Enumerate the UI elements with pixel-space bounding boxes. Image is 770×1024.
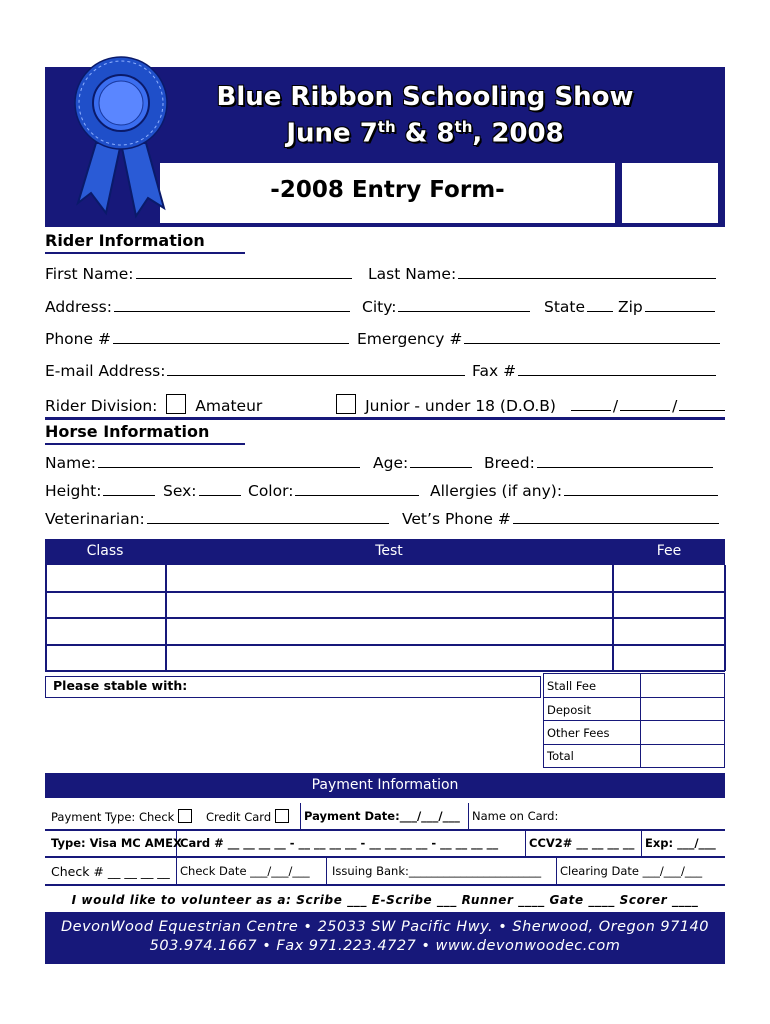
col-class-header: Class [86, 543, 124, 559]
horse-breed-field[interactable] [484, 453, 715, 472]
emergency-field[interactable] [357, 329, 722, 348]
vet-phone-field[interactable] [402, 509, 721, 528]
issuing-bank-field[interactable]: Issuing Bank:_______________________ [332, 864, 542, 878]
address-label: Address: [45, 298, 112, 316]
section-divider [45, 417, 725, 420]
veterinarian-label: Veterinarian: [45, 510, 145, 528]
rider-section-title: Rider Information [45, 231, 245, 254]
date-part: , 2008 [472, 118, 564, 149]
deposit-label: Deposit [547, 703, 591, 717]
horse-name-field[interactable] [45, 453, 362, 472]
stable-with-label: Please stable with: [53, 678, 188, 693]
rider-division-label: Rider Division: [45, 397, 158, 415]
junior-label: Junior - under 18 (D.O.B) [365, 397, 556, 415]
check-checkbox[interactable] [178, 809, 192, 823]
amateur-label: Amateur [195, 397, 263, 415]
payment-type-row [51, 809, 293, 824]
credit-card-label: Credit Card [205, 810, 272, 824]
horse-height-label: Height: [45, 482, 102, 500]
footer-address: DevonWood Equestrian Centre • 25033 SW Pacific Hwy. • Sherwood, Oregon 97140 [60, 919, 709, 935]
phone-label: Phone # [45, 330, 111, 348]
horse-age-label: Age: [373, 454, 409, 472]
volunteer-line: I would like to volunteer as a: Scribe ___ E-Scribe ___ Runner ____ Gate ____ Scorer ____ [71, 893, 699, 907]
date-part: June 7 [286, 118, 378, 149]
city-field[interactable] [362, 297, 532, 316]
entry-form-title: -2008 Entry Form- [270, 177, 505, 203]
zip-label: Zip [618, 298, 643, 316]
state-label: State [544, 298, 586, 316]
ccv-field[interactable]: CCV2# __ __ __ __ [529, 836, 635, 850]
junior-checkbox[interactable] [336, 394, 356, 414]
stall-fee-label: Stall Fee [547, 679, 597, 693]
check-date-field[interactable]: Check Date ___/___/___ [180, 864, 310, 878]
date-sup: th [454, 118, 473, 136]
state-field[interactable] [544, 297, 615, 316]
show-dates [160, 118, 690, 149]
amateur-checkbox[interactable] [166, 394, 186, 414]
card-number-field[interactable]: Card # __ __ __ __ - __ __ __ __ - __ __ __ __ - __ __ __ __ [180, 836, 499, 850]
phone-field[interactable] [45, 329, 351, 348]
city-label: City: [362, 298, 397, 316]
payment-header-label: Payment Information [311, 777, 459, 793]
last-name-label: Last Name: [368, 265, 457, 283]
emergency-label: Emergency # [357, 330, 463, 348]
zip-field[interactable] [618, 297, 717, 316]
horse-name-label: Name: [45, 454, 96, 472]
header-corner-box [622, 163, 718, 223]
name-on-card-field[interactable]: Name on Card: [472, 809, 559, 823]
card-type-field[interactable]: Type: Visa MC AMEX [51, 836, 182, 850]
dob-day[interactable] [620, 396, 670, 411]
first-name-label: First Name: [45, 265, 134, 283]
vet-phone-label: Vet’s Phone # [402, 510, 511, 528]
first-name-field[interactable] [45, 264, 354, 283]
dob-year[interactable] [679, 396, 725, 411]
clearing-date-field[interactable]: Clearing Date ___/___/___ [560, 864, 703, 878]
horse-color-label: Color: [248, 482, 294, 500]
total-label: Total [547, 749, 574, 763]
horse-section-title: Horse Information [45, 422, 245, 445]
horse-breed-label: Breed: [484, 454, 535, 472]
horse-allergies-label: Allergies (if any): [430, 482, 563, 500]
check-number-field[interactable]: Check # __ __ __ __ [51, 864, 170, 879]
dob-separator: / [672, 397, 678, 415]
date-sup: th [377, 118, 396, 136]
exp-field[interactable]: Exp: ___/___ [645, 836, 716, 850]
fax-label: Fax # [472, 362, 517, 380]
horse-sex-field[interactable] [163, 481, 243, 500]
email-field[interactable] [45, 361, 467, 380]
address-field[interactable] [45, 297, 352, 316]
other-fees-label: Other Fees [547, 726, 610, 740]
date-part: & 8 [395, 118, 455, 149]
fax-field[interactable] [472, 361, 718, 380]
last-name-field[interactable] [368, 264, 718, 283]
veterinarian-field[interactable] [45, 509, 391, 528]
dob-separator: / [612, 397, 619, 415]
horse-allergies-field[interactable] [430, 481, 720, 500]
horse-color-field[interactable] [248, 481, 421, 500]
horse-sex-label: Sex: [163, 482, 197, 500]
col-test-header: Test [375, 543, 403, 559]
credit-card-checkbox[interactable] [275, 809, 289, 823]
col-fee-header: Fee [656, 543, 682, 559]
email-label: E-mail Address: [45, 362, 166, 380]
footer-contact: 503.974.1667 • Fax 971.223.4727 • www.devonwoodec.com [149, 938, 621, 954]
dob-month[interactable] [571, 396, 611, 411]
payment-type-label: Payment Type: Check [51, 810, 175, 824]
show-title: Blue Ribbon Schooling Show [216, 82, 634, 112]
horse-age-field[interactable] [373, 453, 474, 472]
rider-division-field [45, 394, 727, 415]
payment-date-field[interactable]: Payment Date:___/___/___ [304, 809, 460, 823]
horse-height-field[interactable] [45, 481, 157, 500]
